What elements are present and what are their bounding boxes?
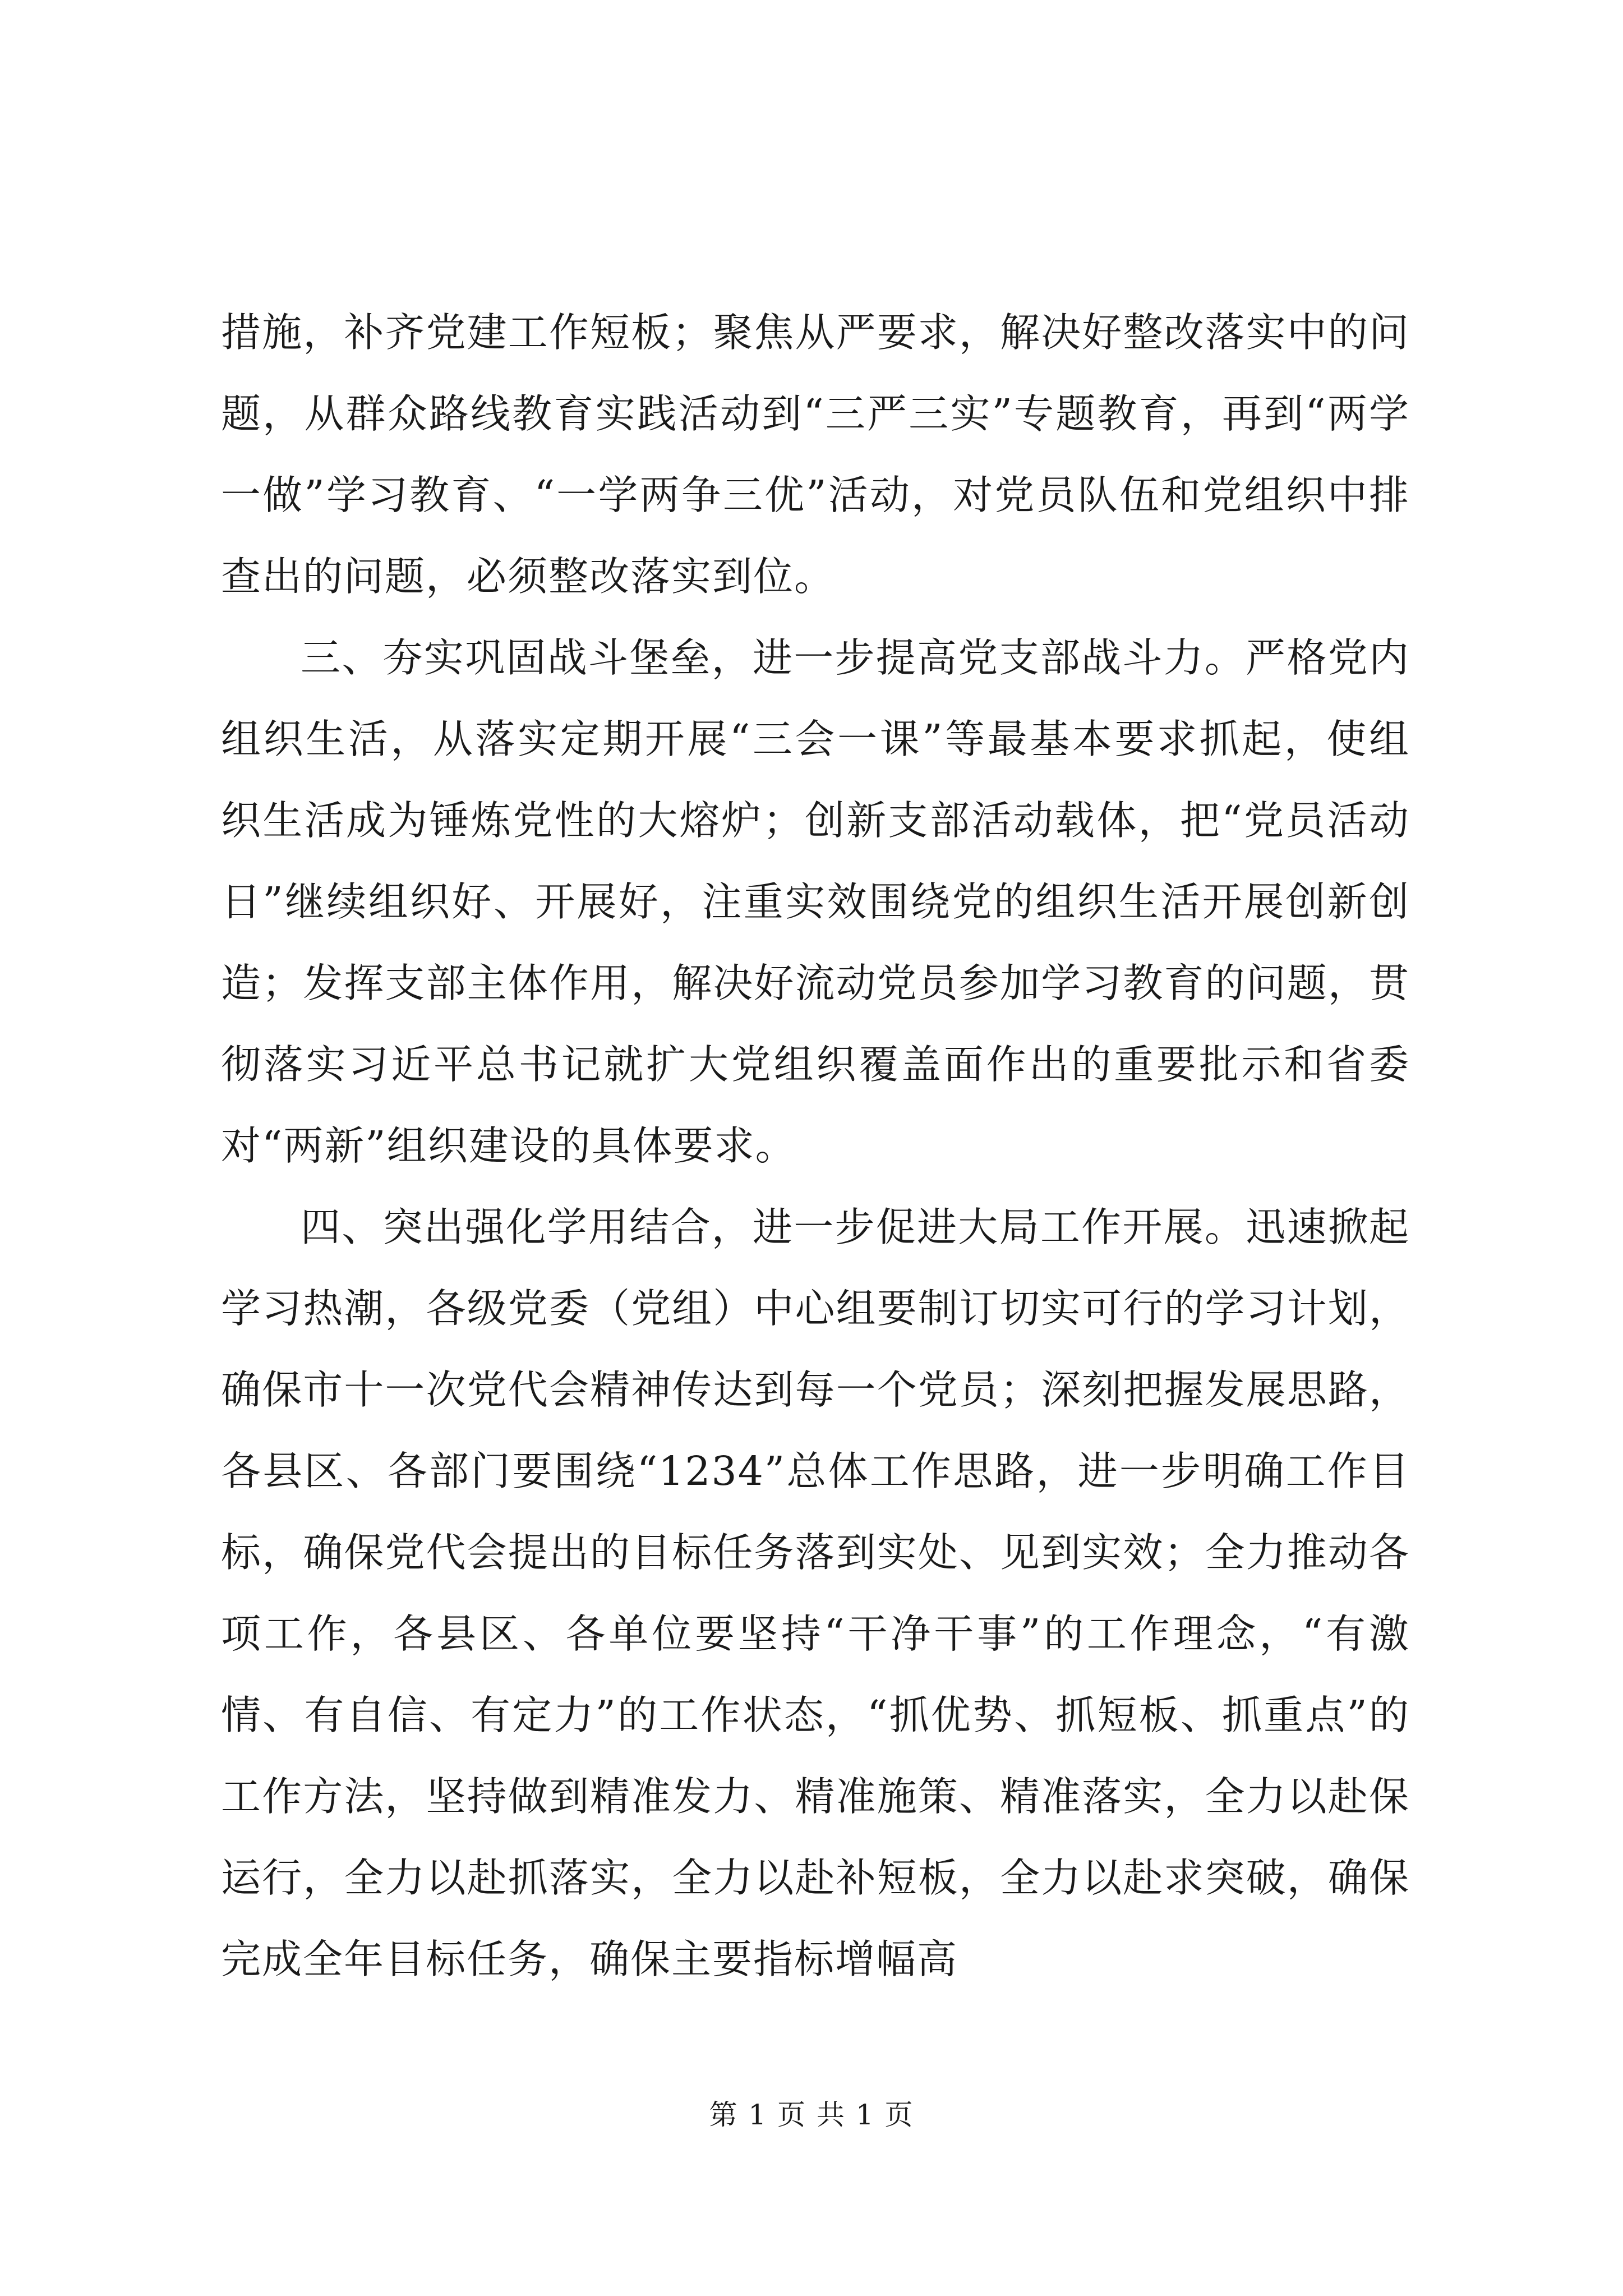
paragraph-2: 三、夯实巩固战斗堡垒，进一步提高党支部战斗力。严格党内组织生活，从落实定期开展“三会一课”等最基本要求抓起，使组织生活成为锤炼党性的大熔炉；创新支部活动载体，把“党员活动日”继续组织好、开展好，注重实效围绕党的组织生活开展创新创造；发挥支部主体作用，解决好流动党员参加学习教育的问题，贯彻落实习近平总书记就扩大党组织覆盖面作出的重要批示和省委对“两新”组织建设的具体要求。	[221, 634, 1410, 1169]
document-body	[221, 292, 1410, 2000]
paragraph-1: 措施，补齐党建工作短板；聚焦从严要求，解决好整改落实中的问题，从群众路线教育实践活动到“三严三实”专题教育，再到“两学一做”学习教育、“一学两争三优”活动，对党员队伍和党组织中排查出的问题，必须整改落实到位。	[221, 309, 1410, 600]
page-footer: 第 1 页 共 1 页	[709, 2099, 914, 2131]
paragraph-3: 四、突出强化学用结合，进一步促进大局工作开展。迅速掀起学习热潮，各级党委（党组）中心组要制订切实可行的学习计划，确保市十一次党代会精神传达到每一个党员；深刻把握发展思路，各县区、各部门要围绕“1234”总体工作思路，进一步明确工作目标，确保党代会提出的目标任务落到实处、见到实效；全力推动各项工作，各县区、各单位要坚持“干净干事”的工作理念，“有激情、有自信、有定力”的工作状态，“抓优势、抓短板、抓重点”的工作方法，坚持做到精准发力、精准施策、精准落实，全力以赴保运行，全力以赴抓落实，全力以赴补短板，全力以赴求突破，确保完成全年目标任务，确保主要指标增幅高	[221, 1204, 1410, 1982]
